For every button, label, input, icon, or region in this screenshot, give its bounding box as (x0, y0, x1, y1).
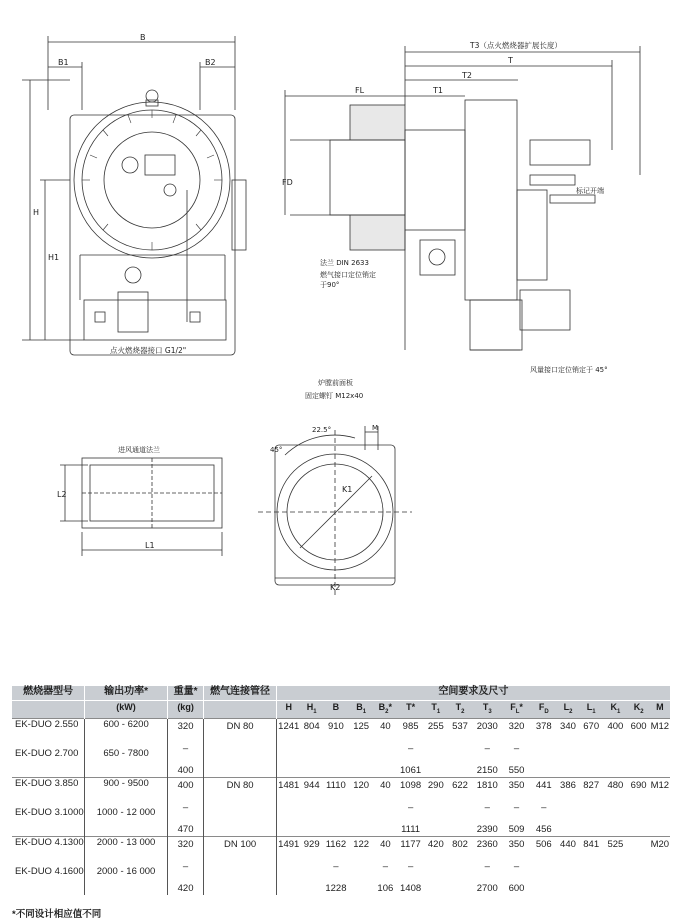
spec-table (12, 686, 670, 895)
col-space: 空间要求及尺寸 (276, 686, 670, 701)
marker-label: 标记开端 (576, 187, 604, 195)
dim-cell: 125 (349, 718, 373, 777)
dim-L1: L1 (145, 541, 155, 550)
dim-cell: 525 (603, 836, 627, 895)
dim-cell: 802 (448, 836, 472, 895)
flange-label: 法兰 DIN 2633 (320, 259, 369, 267)
dim-cell: 1810 – 2390 (472, 777, 502, 836)
dim-col-header: $L_2$ (557, 701, 579, 719)
col-output: 输出功率* (85, 686, 168, 701)
output-cell: 600 - 6200 (85, 718, 168, 748)
output-cell: 1000 - 12 000 (85, 807, 168, 837)
dim-cell: 944 (301, 777, 323, 836)
dim-cell: 350 – 600 (502, 836, 530, 895)
dim-cell: 1098 – 1111 (397, 777, 423, 836)
furnace-front-label: 炉膛前面板 (318, 379, 353, 387)
dim-cell: 40 – 106 (373, 836, 397, 895)
col-output-unit: (kW) (85, 701, 168, 719)
dim-cell: 480 (603, 777, 627, 836)
dim-col-header: $K_1$ (603, 701, 627, 719)
dim-cell: 386 (557, 777, 579, 836)
model-cell: EK-DUO 3.850 (12, 777, 85, 807)
dim-cell: 2030 – 2150 (472, 718, 502, 777)
dim-cell: 1110 (323, 777, 349, 836)
dim-col-header: $L_1$ (579, 701, 603, 719)
dim-cell: 537 (448, 718, 472, 777)
dim-H: H (33, 208, 40, 217)
dim-cell: 120 (349, 777, 373, 836)
air-conn-label: 风量接口定位销定于 45° (530, 366, 608, 374)
dim-col-header: $F_D$ (531, 701, 557, 719)
bolt-label: 固定螺钉 M12x40 (305, 392, 364, 400)
dim-col-header: B (323, 701, 349, 719)
dim-cell: 841 (579, 836, 603, 895)
dim-B1: B1 (58, 58, 69, 67)
dim-B2: B2 (205, 58, 216, 67)
air-inlet-flange-label: 进风通道法兰 (118, 446, 160, 454)
dim-cell: 400 (603, 718, 627, 777)
dim-cell: 290 (424, 777, 448, 836)
output-cell: 900 - 9500 (85, 777, 168, 807)
dim-B: B (140, 33, 146, 42)
table-row (12, 836, 670, 866)
dim-cell: M12 (650, 718, 670, 777)
dim-cell: 2360 – 2700 (472, 836, 502, 895)
dim-col-header: $T_2$ (448, 701, 472, 719)
dim-cell: 1481 (276, 777, 300, 836)
col-gas-pipe: 燃气连接管径 (204, 686, 277, 701)
dim-cell: 40 (373, 777, 397, 836)
model-cell: EK-DUO 2.700 (12, 748, 85, 778)
col-weight: 重量* (167, 686, 203, 701)
footnote: *不同设计相应值不同 (12, 909, 102, 920)
gas-pipe-cell: DN 100 (204, 836, 277, 895)
front-view (22, 36, 246, 355)
side-view (285, 46, 640, 350)
dim-cell: 1162 – 1228 (323, 836, 349, 895)
dim-cell: 122 (349, 836, 373, 895)
gas-pipe-cell: DN 80 (204, 718, 277, 777)
dim-cell: 670 (579, 718, 603, 777)
output-cell: 2000 - 16 000 (85, 866, 168, 895)
dim-cell: 420 (424, 836, 448, 895)
dim-K2: K2 (330, 583, 341, 592)
dim-col-header: $B_1$ (349, 701, 373, 719)
angle-22-label: 22.5° (312, 426, 332, 434)
dim-col-header: T* (397, 701, 423, 719)
dim-col-header: M (650, 701, 670, 719)
weight-cell: 400 – 470 (167, 777, 203, 836)
dim-col-header: $K_2$ (628, 701, 650, 719)
output-cell: 2000 - 13 000 (85, 836, 168, 866)
dim-T: T (508, 56, 513, 65)
dim-H1: H1 (48, 253, 60, 262)
dim-col-header: $T_3$ (472, 701, 502, 719)
model-cell: EK-DUO 4.1600 (12, 866, 85, 895)
dim-cell: 910 (323, 718, 349, 777)
weight-cell: 320 – 400 (167, 718, 203, 777)
model-cell: EK-DUO 3.1000 (12, 807, 85, 837)
gas-conn-label-2: 于90° (320, 281, 340, 289)
dim-cell: 440 (557, 836, 579, 895)
dim-col-header: $F_L*$ (502, 701, 530, 719)
dim-cell: 350 – 509 (502, 777, 530, 836)
dim-cell: 255 (424, 718, 448, 777)
dim-cell: 690 (628, 777, 650, 836)
dim-cell: M12 (650, 777, 670, 836)
dim-col-header: $B_2*$ (373, 701, 397, 719)
air-inlet-flange-view (60, 458, 222, 556)
dim-cell: 929 (301, 836, 323, 895)
dim-cell: 1491 (276, 836, 300, 895)
dim-cell: 506 (531, 836, 557, 895)
dim-cell: 40 (373, 718, 397, 777)
dim-cell: 622 (448, 777, 472, 836)
dim-col-header: H (276, 701, 300, 719)
dim-cell: 985 – 1061 (397, 718, 423, 777)
output-cell: 650 - 7800 (85, 748, 168, 778)
dim-cell: 827 (579, 777, 603, 836)
gas-pipe-cell: DN 80 (204, 777, 277, 836)
weight-cell: 320 – 420 (167, 836, 203, 895)
dim-cell: M20 (650, 836, 670, 895)
dim-cell: 804 (301, 718, 323, 777)
dim-cell: 1177 – 1408 (397, 836, 423, 895)
dim-K1: K1 (342, 485, 353, 494)
t3-label: T3（点火燃烧器扩展长度） (470, 41, 562, 50)
dim-T1: T1 (433, 86, 443, 95)
dim-FD: FD (282, 178, 293, 187)
dim-T2: T2 (462, 71, 472, 80)
dim-col-header: $H_1$ (301, 701, 323, 719)
table-row (12, 777, 670, 807)
dim-cell: 340 (557, 718, 579, 777)
gas-conn-label-1: 燃气接口定位销定 (320, 271, 376, 279)
col-weight-unit: (kg) (167, 701, 203, 719)
dim-col-header: $T_1$ (424, 701, 448, 719)
igniter-port-label: 点火燃烧器接口 G1/2" (110, 346, 187, 355)
model-cell: EK-DUO 2.550 (12, 718, 85, 748)
angle-45-label: 45° (270, 446, 283, 454)
dim-cell: 600 (628, 718, 650, 777)
model-cell: EK-DUO 4.1300 (12, 836, 85, 866)
dim-FL: FL (355, 86, 365, 95)
dim-cell: 441 – 456 (531, 777, 557, 836)
dim-L2: L2 (57, 490, 67, 499)
col-model: 燃烧器型号 (12, 686, 85, 701)
dim-cell (628, 836, 650, 895)
table-row (12, 718, 670, 748)
dim-cell: 320 – 550 (502, 718, 530, 777)
dim-M: M (372, 424, 379, 432)
dim-cell: 1241 (276, 718, 300, 777)
dim-cell: 378 (531, 718, 557, 777)
